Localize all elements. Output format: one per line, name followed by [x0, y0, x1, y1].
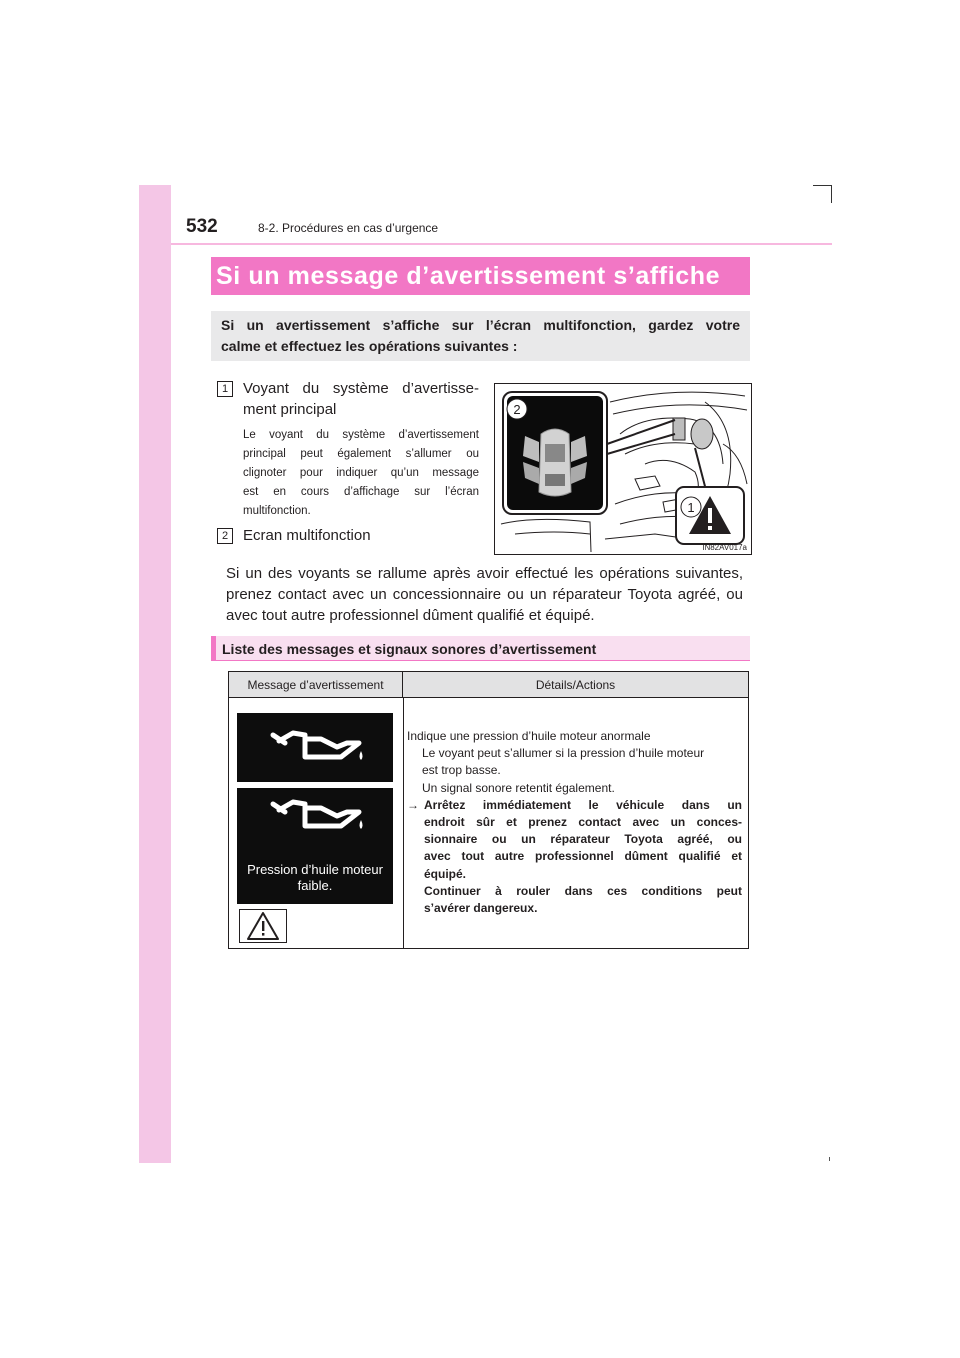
paragraph [226, 563, 743, 626]
column-divider [403, 698, 404, 948]
details-line: Indique une pression d’huile moteur anormale [407, 729, 651, 743]
action-line: équipé. [424, 866, 467, 881]
arrow-icon: → [407, 797, 419, 812]
display-message [237, 862, 393, 894]
dashboard-drawing [495, 384, 751, 554]
svg-text:1: 1 [687, 500, 695, 515]
action-line: endroit sûr et prenez contact avec un conces- [424, 815, 742, 830]
page-title: Si un message d’avertissement s’affiche [216, 262, 721, 290]
crop-mark [831, 185, 832, 203]
action-line: avec tout autre professionnel dûment qualifié et [424, 849, 742, 864]
page-number: 532 [186, 216, 218, 237]
section-label: 8-2. Procédures en cas d’urgence [258, 221, 439, 235]
details-line: Le voyant peut s’allumer si la pression d’huile moteur [422, 746, 705, 761]
display-message-line-2: faible. [297, 878, 333, 893]
item1-title-line-2: ment principal [243, 401, 337, 418]
master-warning-icon [239, 909, 287, 943]
column-header-details: Détails/Actions [403, 672, 748, 698]
item1-description [243, 426, 479, 521]
side-tab [139, 185, 171, 1163]
action-line: sionnaire ou un réparateur Toyota agréé, ou [424, 832, 742, 847]
subsection-title: Liste des messages et signaux sonores d’avertissement [222, 641, 597, 657]
dashboard-illustration [494, 383, 752, 555]
details-actions [407, 728, 742, 917]
action-line [407, 797, 742, 814]
item1-desc-line: principal peut également s’allumer ou [243, 448, 479, 460]
item2-title: Ecran multifonction [243, 527, 371, 544]
display-message-line-1: Pression d’huile moteur [247, 862, 383, 877]
item-number-1: 1 [217, 381, 233, 397]
action-text: Arrêtez immédiatement le véhicule dans un [424, 797, 742, 812]
action-line: s’avérer dangereux. [424, 901, 538, 916]
paragraph-line: prenez contact avec un concessionnaire ou un réparateur Toyota agréé, ou [226, 586, 743, 603]
oil-can-icon [237, 788, 393, 858]
subsection-accent [211, 636, 216, 660]
item1-title-line-1: Voyant du système d’avertisse- [243, 380, 479, 397]
svg-text:IN82AV017a: IN82AV017a [702, 543, 747, 552]
item1-desc-line: est en cours d’affichage sur l’écran [243, 486, 479, 498]
subsection-rule [211, 660, 750, 661]
paragraph-line: Si un des voyants se rallume après avoir effectué les opérations suivantes, [226, 565, 743, 582]
details-line: Un signal sonore retentit également. [422, 780, 615, 795]
intro-line-1: Si un avertissement s’affiche sur l’écran multifonction, gardez votre [221, 317, 740, 333]
crop-mark [829, 1157, 830, 1161]
action-line: Continuer à rouler dans ces conditions peut [424, 883, 742, 898]
details-line: est trop basse. [422, 763, 501, 778]
crop-mark [813, 185, 831, 186]
oil-pressure-indicator [237, 713, 393, 782]
item1-desc-line: Le voyant du système d’avertissement [243, 429, 479, 441]
header-rule [171, 243, 832, 245]
item1-title [243, 378, 479, 420]
svg-text:2: 2 [513, 402, 521, 417]
column-header-message: Message d’avertissement [229, 672, 403, 698]
item-number-2: 2 [217, 528, 233, 544]
intro-line-2: calme et effectuez les opérations suivantes : [221, 338, 518, 354]
oil-can-icon [237, 713, 393, 782]
item1-desc-line: multifonction. [243, 505, 311, 517]
paragraph-line: avec tout autre professionnel dûment qualifié et équipé. [226, 607, 595, 624]
item1-desc-line: clignoter pour indiquer qu’un message [243, 467, 479, 479]
oil-pressure-message-display [237, 788, 393, 904]
warning-table [228, 671, 749, 949]
